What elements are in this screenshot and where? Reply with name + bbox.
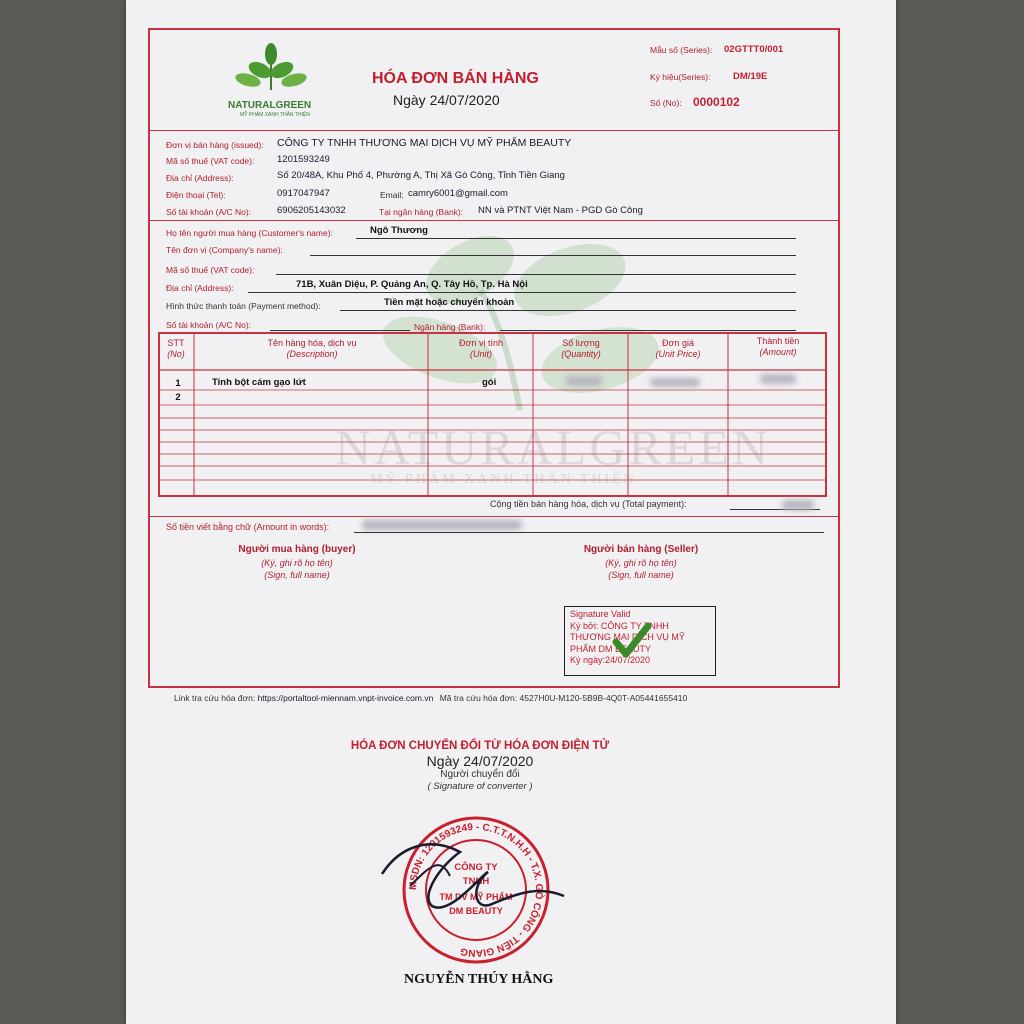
row1-description: Tinh bột cám gạo lứt (212, 377, 306, 388)
col-header-unit-price (630, 338, 726, 360)
total-redacted (782, 500, 814, 510)
buyer-name-line (356, 238, 796, 239)
lookup-link-label: Link tra cứu hóa đơn: (174, 693, 256, 703)
seller-account: 6906205143032 (277, 205, 346, 216)
conversion-date: Ngày 24/07/2020 (426, 753, 534, 769)
col-unit-en: (Unit) (470, 349, 492, 359)
col-desc-vi: Tên hàng hóa, dịch vụ (267, 338, 357, 348)
buyer-name-label: Họ tên người mua hàng (Customer's name): (166, 228, 333, 238)
buyer-signature-block (212, 544, 382, 580)
seller-phone: 0917047947 (277, 188, 330, 199)
col-qty-en: (Quantity) (561, 349, 601, 359)
header-divider (150, 130, 840, 131)
col-price-vi: Đơn giá (662, 338, 694, 348)
buyer-bank-line (500, 330, 796, 331)
lookup-line (174, 693, 687, 703)
watermark-brand: NATURALGREEN (335, 419, 771, 475)
lookup-code-label: Mã tra cứu hóa đơn: (439, 693, 518, 703)
symbol-label: Ký hiệu(Series): (650, 72, 711, 82)
seller-tax: 1201593249 (277, 154, 330, 165)
row1-price-redacted (650, 378, 700, 387)
naturalgreen-logo-icon (232, 42, 310, 92)
seller-signature-block (556, 544, 726, 580)
col-no-vi: STT (167, 338, 185, 348)
row1-amount-redacted (760, 374, 796, 384)
row2-no: 2 (175, 392, 181, 403)
symbol-value: DM/19E (733, 71, 768, 82)
buyer-payment: Tiền mặt hoặc chuyển khoản (384, 297, 515, 308)
row1-quantity-redacted (566, 376, 602, 386)
buyer-sign-title: Người mua hàng (buyer) (238, 544, 356, 555)
seller-address: Số 20/48A, Khu Phố 4, Phường A, Thị Xã Gò Công, Tỉnh Tiền Giang (277, 170, 565, 181)
series-label: Mẫu số (Series): (650, 45, 713, 55)
buyer-payment-line (340, 310, 796, 311)
seller-tax-label: Mã số thuế (VAT code): (166, 156, 255, 166)
buyer-address-line (248, 292, 796, 293)
buyer-company-label: Tên đơn vị (Company's name): (166, 245, 283, 255)
seller-bank: NN và PTNT Việt Nam - PGD Gò Công (478, 205, 643, 216)
col-header-quantity (535, 338, 627, 360)
sig-by: Ký bởi: CÔNG TY TNHH (570, 620, 669, 631)
number-label: Số (No): (650, 98, 682, 108)
buyer-name: Ngô Thương (370, 225, 428, 236)
amount-words-label: Số tiền viết bằng chữ (Amount in words): (166, 522, 330, 532)
sig-date: Ký ngày:24/07/2020 (570, 655, 651, 665)
seller-sign-sub2: (Sign, full name) (608, 570, 674, 580)
seller-email: camry6001@gmail.com (408, 188, 508, 199)
buyer-bank-label: Ngân hàng (Bank): (414, 322, 486, 332)
row1-unit: gói (482, 377, 497, 388)
valid-checkmark-icon (612, 622, 652, 660)
seller-name: CÔNG TY TNHH THƯƠNG MẠI DỊCH VỤ MỸ PHẨM BEAUTY (277, 137, 572, 149)
seller-account-label: Số tài khoản (A/C No): (166, 207, 252, 217)
amount-words-redacted (362, 520, 522, 530)
stamp-line4: DM BEAUTY (449, 906, 503, 916)
col-header-no (160, 338, 192, 360)
stamp-ring-text: MSDN: 1201593249 - C.T.T.N.H.H - T.X. GÒ CÔNG - TIỀN GIANG (407, 821, 545, 959)
conversion-title: HÓA ĐƠN CHUYỂN ĐỔI TỪ HÓA ĐƠN ĐIỆN TỬ (350, 740, 610, 752)
watermark-tagline: MỸ PHẨM XANH THÂN THIỆN (370, 472, 637, 487)
buyer-account-label: Số tài khoản (A/C No): (166, 320, 252, 330)
conversion-block (330, 740, 630, 792)
buyer-account-line (270, 330, 410, 331)
col-price-en: (Unit Price) (655, 349, 701, 359)
signer-name: NGUYỄN THÚY HẰNG (404, 972, 554, 987)
col-desc-en: (Description) (286, 349, 338, 359)
col-amount-en: (Amount) (759, 347, 797, 357)
seller-email-label: Email: (380, 190, 404, 200)
lookup-link[interactable]: https://portaltool-miennam.vnpt-invoice.com.vn (257, 693, 434, 703)
invoice-date: Ngày 24/07/2020 (393, 92, 500, 108)
buyer-tax-label: Mã số thuế (VAT code): (166, 265, 255, 275)
amount-words-line (354, 532, 824, 533)
conversion-converter: Người chuyển đổi (440, 769, 520, 780)
seller-divider (150, 220, 840, 221)
row1-no: 1 (175, 378, 181, 389)
sig-valid: Signature Valid (570, 609, 631, 619)
col-no-en: (No) (167, 349, 185, 359)
buyer-sign-sub1: (Ký, ghi rõ họ tên) (261, 558, 333, 568)
buyer-tax-line (276, 274, 796, 275)
col-header-description (196, 338, 428, 360)
buyer-sign-sub2: (Sign, full name) (264, 570, 330, 580)
number-value: 0000102 (693, 95, 740, 109)
sig-company-2: PHẨM DM BEAUTY (570, 643, 652, 654)
stamp-line3: TM DV MỸ PHẨM (439, 892, 513, 902)
stamp-line1: CÔNG TY (454, 862, 498, 873)
sig-company: THƯƠNG MẠI DỊCH VỤ MỸ (570, 632, 685, 642)
seller-sign-sub1: (Ký, ghi rõ họ tên) (605, 558, 677, 568)
seller-address-label: Địa chỉ (Address): (166, 173, 234, 183)
total-divider (150, 516, 840, 517)
col-unit-vi: Đơn vị tính (459, 338, 503, 348)
buyer-payment-label: Hình thức thanh toán (Payment method): (166, 301, 321, 311)
seller-name-label: Đơn vị bán hàng (issued): (166, 140, 264, 150)
seller-phone-label: Điện thoại (Tel): (166, 190, 226, 200)
conversion-converter-en: ( Signature of converter ) (427, 781, 533, 792)
total-label: Cộng tiền bán hàng hóa, dịch vụ (Total payment): (490, 499, 687, 509)
buyer-address-label: Địa chỉ (Address): (166, 283, 234, 293)
col-header-unit (430, 338, 532, 360)
col-amount-vi: Thành tiền (756, 336, 800, 346)
buyer-address: 71B, Xuân Diệu, P. Quảng An, Q. Tây Hồ, Tp. Hà Nội (296, 279, 528, 290)
col-qty-vi: Số lượng (562, 338, 600, 348)
lookup-code: 4527H0U-M120-5B9B-4Q0T-A05441655410 (519, 693, 688, 703)
buyer-company-line (310, 255, 796, 256)
series-value: 02GTTT0/001 (724, 44, 784, 55)
seller-bank-label: Tại ngân hàng (Bank): (379, 207, 464, 217)
seller-sign-title: Người bán hàng (Seller) (583, 544, 699, 555)
invoice-title: HÓA ĐƠN BÁN HÀNG (372, 70, 539, 87)
handwritten-signature (370, 826, 570, 926)
logo-brand: NATURALGREEN (228, 100, 312, 111)
stamp-line2: TNHH (462, 876, 490, 887)
logo-tagline: MỸ PHẨM XANH THÂN THIỆN (240, 112, 310, 118)
col-header-amount (730, 336, 826, 358)
